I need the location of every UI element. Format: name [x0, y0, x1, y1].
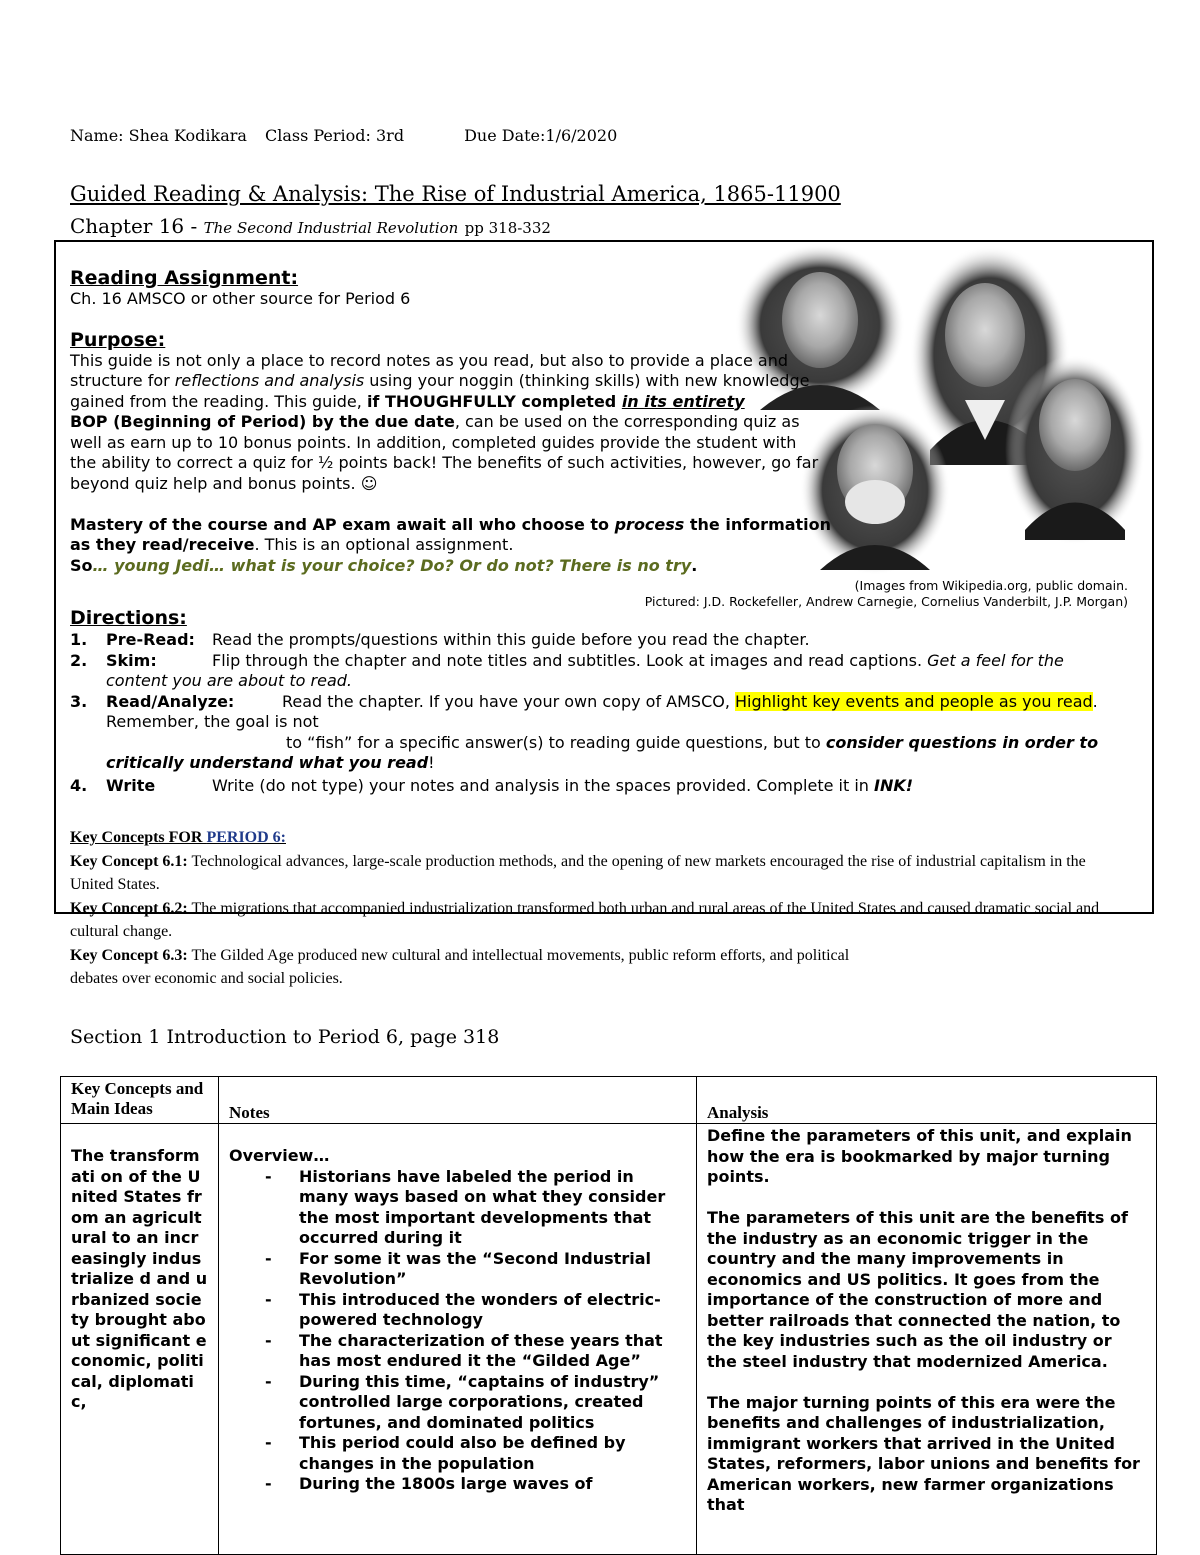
reading-heading: Reading Assignment: [70, 267, 299, 289]
key-concept-6-2: Key Concept 6.2: The migrations that accompanied industrialization transformed both urban and rural areas of the United States and caused dramatic social and cultural change. [70, 899, 1100, 940]
class-period: Class Period: 3rd [264, 126, 405, 145]
purpose-heading: Purpose: [70, 329, 166, 351]
morgan-portrait [1005, 355, 1145, 545]
due-date: Due Date:1/6/2020 [464, 126, 618, 145]
page-title: Guided Reading & Analysis: The Rise of Industrial America, 1865-11900 [70, 182, 841, 206]
analysis-paragraph: The major turning points of this era were the benefits and challenges of industrialization, immigrant workers that arrived in the United States, reformers, labor unions and benefits for American workers, new farmer organizations that [707, 1392, 1140, 1514]
key-concept-6-1: Key Concept 6.1: Technological advances, large-scale production methods, and the opening of new markets encouraged the rise of industrial capitalism in the United States. [70, 852, 1086, 893]
direction-item: 3. Read/Analyze: Read the chapter. If you have your own copy of AMSCO, Highlight key events and people as you read. Remember, the goal is not to “fish” for a specific answer(s) to reading guide questions, but to consider questions in order to critically understand what you read! [70, 691, 1099, 772]
direction-item: 4. Write Write (do not type) your notes and analysis in the spaces provided. Complete it in INK! [70, 775, 914, 795]
header-analysis: Analysis [697, 1077, 1157, 1124]
table-row [61, 1124, 1157, 1555]
directions-list [70, 630, 1130, 796]
main-idea-cell[interactable]: The transformati on of the United States from an agricultural to an increasingly industrialize d and urbanized society brought about significant economic, political, diplomatic, [61, 1124, 219, 1555]
directions-heading: Directions: [70, 607, 187, 629]
analysis-cell[interactable] [697, 1124, 1157, 1555]
direction-item: 2. Skim: Flip through the chapter and note titles and subtitles. Look at images and read captions. Get a feel for the content you are about to read. [70, 650, 1064, 690]
reading-assignment [70, 268, 410, 309]
key-concepts [70, 826, 1130, 991]
header-key-concepts: Key Concepts and Main Ideas [61, 1077, 219, 1124]
notes-list [229, 1167, 686, 1495]
purpose-block: Purpose: This guide is not only a place to record notes as you read, but also to provide a place and structure for reflections and analysis using your noggin (thinking skills) with new knowledge gained from the reading. This guide, if THOUGHFULLY completed in its entirety BOP (Beginning of Period) by the due date, can be used on the corresponding quiz as well as earn up to 10 bonus points. In addition, completed guides provide the student with the ability to correct a quiz for ½ points back! The benefits of such activities, however, go far beyond quiz help and bonus points. ☺ Mastery of the course and AP exam await all who choose to process the information as they read/receive. This is an optional assignment. So… young Jedi… what is your choice? Do? Or do not? There is no try. [70, 330, 950, 576]
list-item: - Historians have labeled the period in many ways based on what they consider the most important developments that occurred during it [229, 1167, 686, 1249]
highlighted-text: Highlight key events and people as you read [735, 691, 1093, 711]
header-line [70, 126, 617, 145]
section-heading: Section 1 Introduction to Period 6, page 318 [70, 1026, 500, 1048]
jedi-line: So… young Jedi… what is your choice? Do? Or do not? There is no try. [70, 555, 698, 575]
directions-heading-wrap [70, 608, 187, 629]
chapter-pages: pp 318-332 [464, 219, 551, 237]
direction-item: 1. Pre-Read: Read the prompts/questions within this guide before you read the chapter. [70, 630, 810, 649]
analysis-paragraph: The parameters of this unit are the benefits of the industry as an economic trigger in the country and the many improvements in economics and US politics. It goes from the importance of the construction of more and better railroads that connected the nation, to the key industries such as the oil industry or the steel industry that modernized America. [707, 1208, 1128, 1371]
chapter-line: Chapter 16 - The Second Industrial Revolution pp 318-332 [70, 214, 551, 238]
table-header-row [61, 1077, 1157, 1124]
key-concepts-heading: Key Concepts FOR PERIOD 6: [70, 829, 286, 846]
list-item: - The characterization of these years that has most endured it the “Gilded Age” [229, 1331, 686, 1372]
list-item: - During the 1800s large waves of [229, 1474, 686, 1495]
list-item: - This introduced the wonders of electric-powered technology [229, 1290, 686, 1331]
chapter-subtitle: The Second Industrial Revolution [203, 219, 459, 237]
key-concept-6-3: Key Concept 6.3: The Gilded Age produced new cultural and intellectual movements, public reform efforts, and political debates over economic and social policies. [70, 946, 850, 987]
chapter-label: Chapter 16 [70, 214, 185, 238]
student-name: Name: Shea Kodikara [70, 126, 247, 145]
list-item: - This period could also be defined by changes in the population [229, 1433, 686, 1474]
notes-cell[interactable] [219, 1124, 697, 1555]
image-credits: (Images from Wikipedia.org, public domain. Pictured: J.D. Rockefeller, Andrew Carnegie, Cornelius Vanderbilt, J.P. Morgan) [644, 578, 1128, 609]
mastery-line: Mastery of the course and AP exam await all who choose to process the information [70, 514, 832, 534]
reading-text: Ch. 16 AMSCO or other source for Period 6 [70, 288, 411, 308]
list-item: - During this time, “captains of industry” controlled large corporations, created fortunes, and dominated politics [229, 1372, 686, 1434]
list-item: - For some it was the “Second Industrial Revolution” [229, 1249, 686, 1290]
reading-table [60, 1076, 1157, 1555]
analysis-prompt: Define the parameters of this unit, and explain how the era is bookmarked by major turning points. [707, 1126, 1132, 1186]
notes-title: Overview… [229, 1146, 330, 1165]
header-notes: Notes [219, 1077, 697, 1124]
